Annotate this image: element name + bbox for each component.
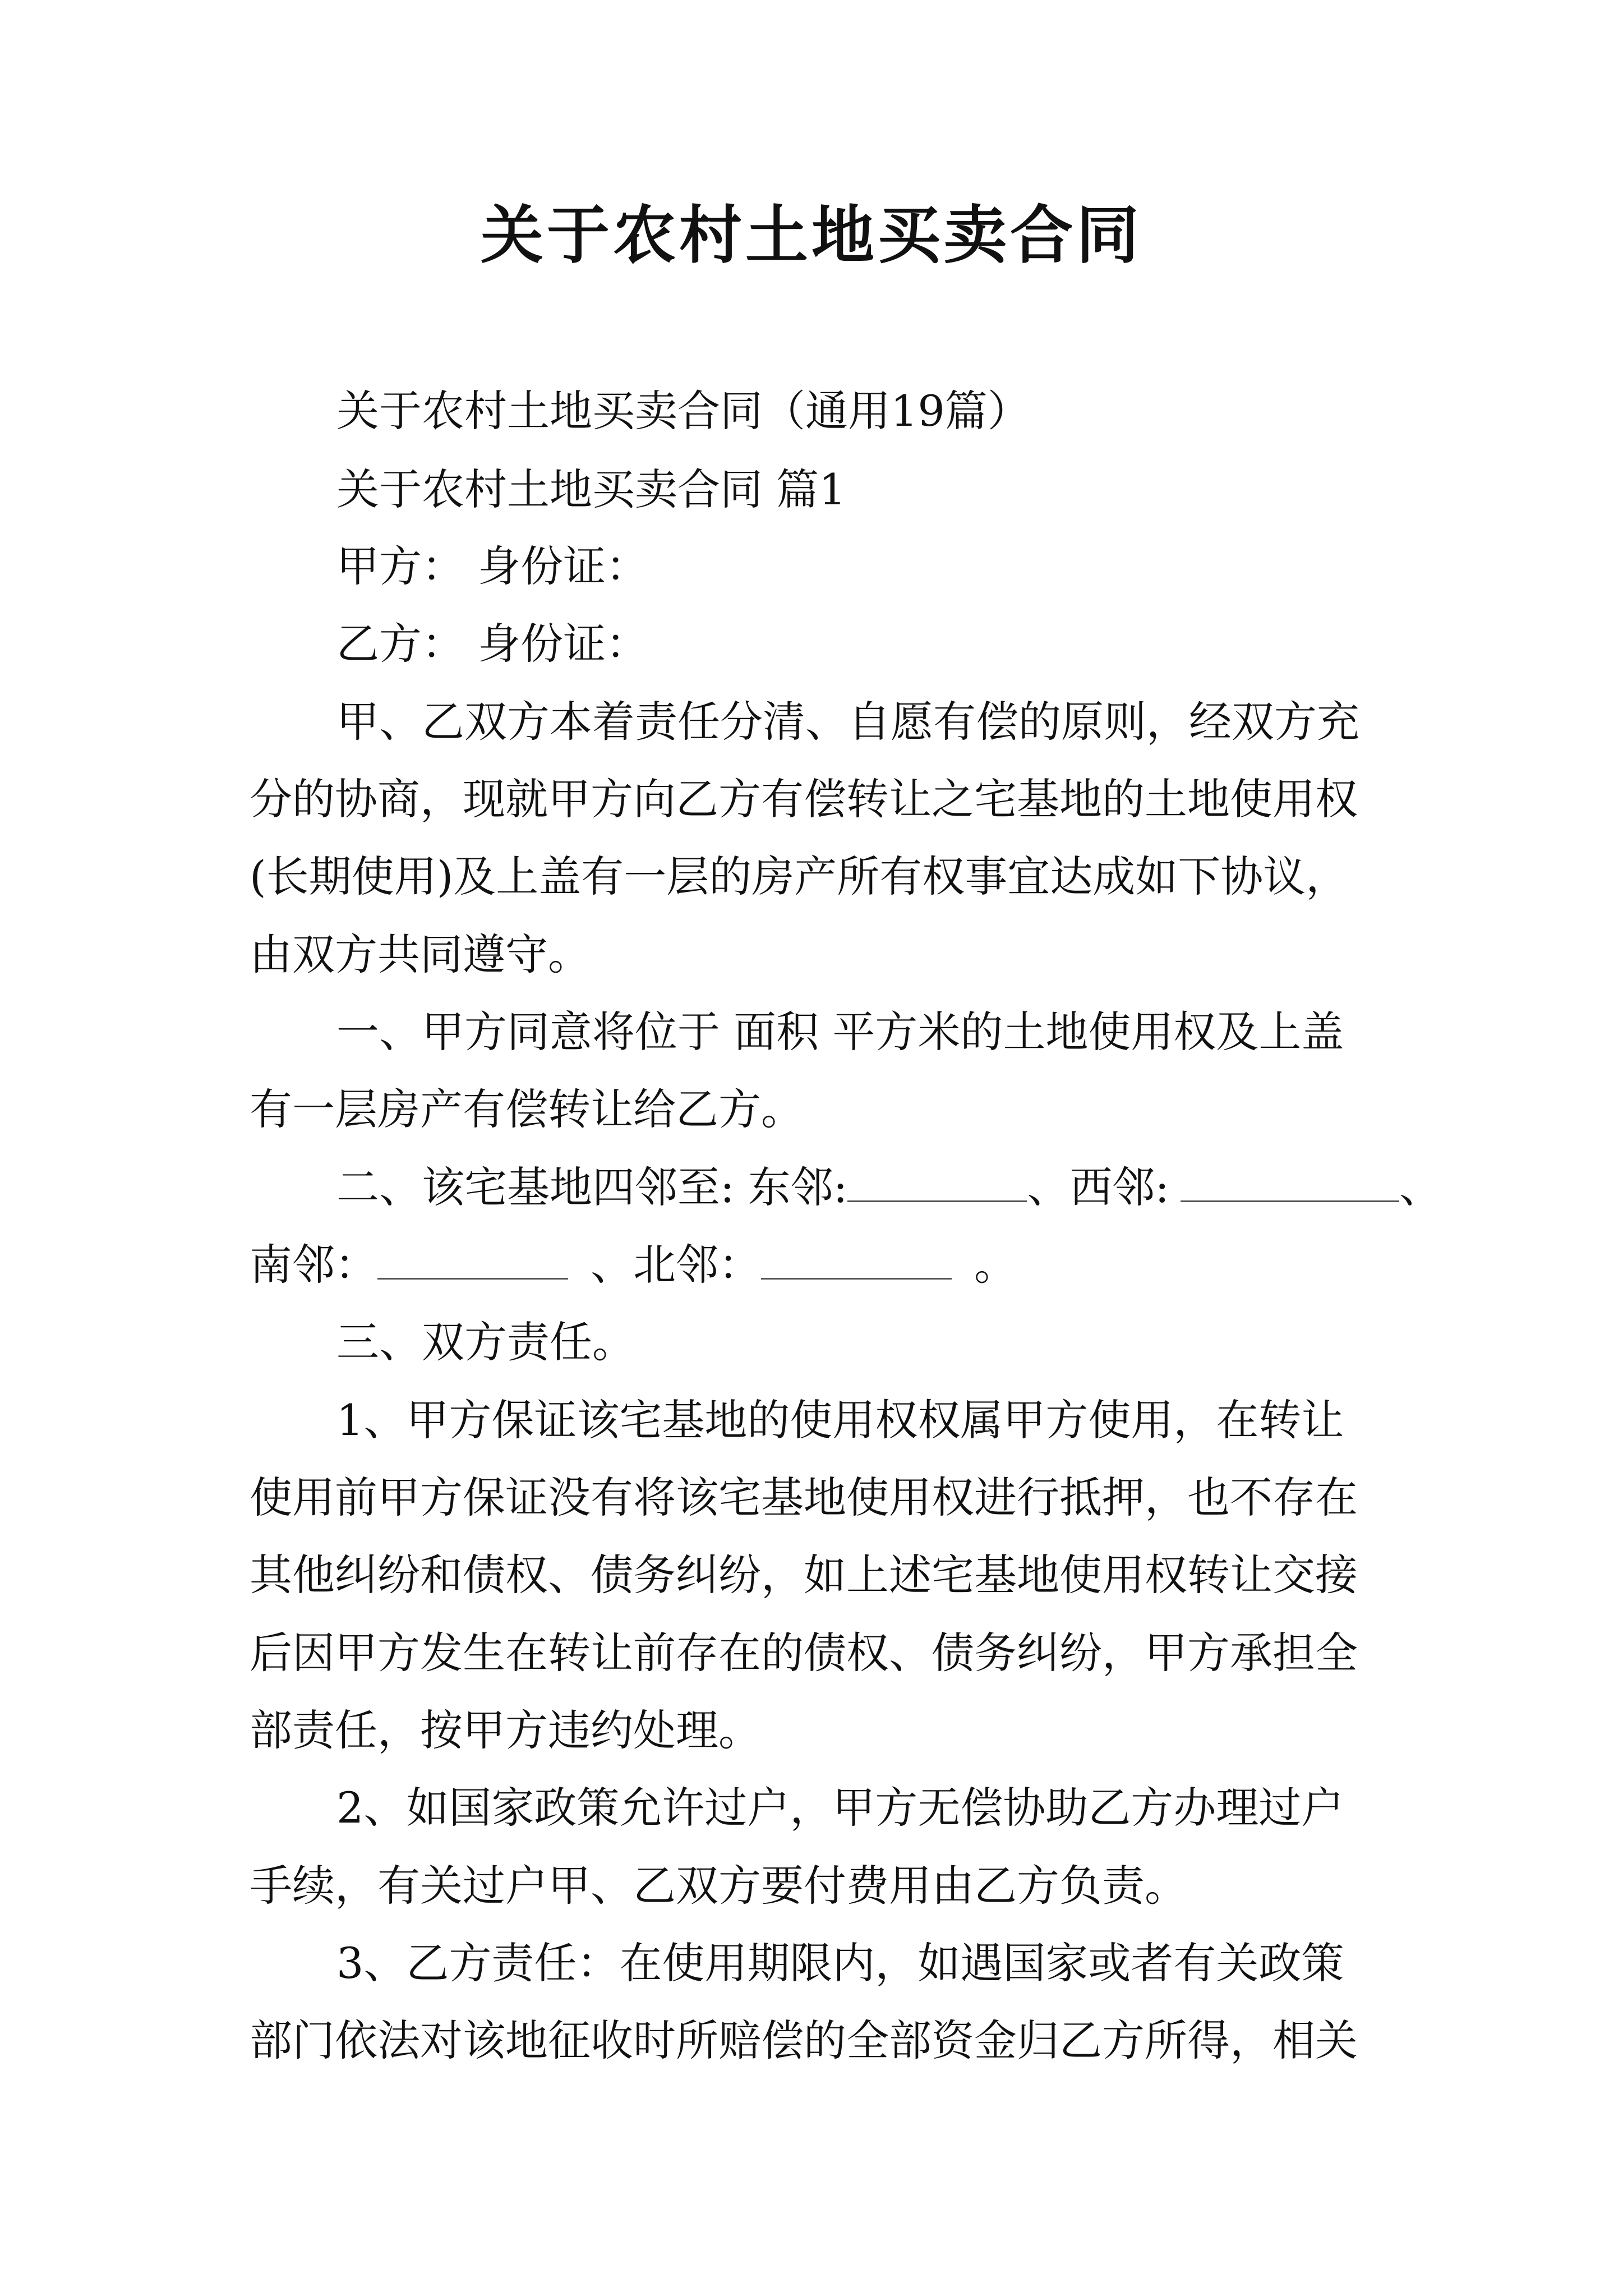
paragraph-line: (长期使用)及上盖有一层的房产所有权事宜达成如下协议， [250,852,1349,901]
neighbors-north-label: 、北邻： [591,1240,761,1290]
paragraph-line: 手续，有关过户甲、乙双方要付费用由乙方负责。 [250,1861,1187,1911]
paragraph-line: 三、双方责任。 [336,1317,635,1367]
paragraph-line: 3、乙方责任：在使用期限内，如遇国家或者有关政策 [336,1938,1344,1988]
neighbors-east-label: 二、该宅基地四邻至: 东邻: [336,1162,848,1212]
paragraph-line: 分的协商，现就甲方向乙方有偿转让之宅基地的土地使用权 [250,774,1358,824]
west-neighbor-blank [1181,1189,1399,1202]
document-title: 关于农村土地买卖合同 [481,199,1142,272]
paragraph-line: 1、甲方保证该宅基地的使用权权属甲方使用，在转让 [336,1395,1344,1445]
paragraph-line: 有一层房产有偿转让给乙方。 [250,1084,804,1134]
paragraph-line: 部责任，按甲方违约处理。 [250,1705,761,1755]
paragraph-line: 一、甲方同意将位于 面积 平方米的土地使用权及上盖 [336,1007,1344,1057]
neighbors-west-label: 、西邻: [1027,1162,1169,1212]
neighbors-line-1 [336,1151,1442,1224]
neighbors-separator: 、 [1399,1162,1442,1212]
paragraph-line: 甲、乙双方本着责任分清、自愿有偿的原则，经双方充 [336,697,1359,747]
subtitle-line: 关于农村土地买卖合同（通用19篇） [336,386,1030,436]
paragraph-line: 使用前甲方保证没有将该宅基地使用权进行抵押，也不存在 [250,1473,1358,1522]
paragraph-line: 后因甲方发生在转让前存在的债权、债务纠纷，甲方承担全 [250,1628,1358,1678]
north-neighbor-blank [761,1267,952,1280]
east-neighbor-blank [847,1189,1027,1202]
neighbors-end: 。 [974,1240,1017,1290]
party-b-line: 乙方： 身份证： [336,619,649,669]
paragraph-line: 由双方共同遵守。 [250,930,591,979]
south-neighbor-blank [377,1267,568,1280]
paragraph-line: 其他纠纷和债权、债务纠纷，如上述宅基地使用权转让交接 [250,1550,1358,1600]
neighbors-line-2 [250,1228,1394,1301]
party-a-line: 甲方： 身份证： [336,541,649,591]
neighbors-south-label: 南邻： [250,1240,377,1290]
section-heading: 关于农村土地买卖合同 篇1 [336,464,846,514]
paragraph-line: 部门依法对该地征收时所赔偿的全部资金归乙方所得，相关 [250,2016,1358,2065]
paragraph-line: 2、如国家政策允许过户，甲方无偿协助乙方办理过户 [336,1783,1344,1833]
